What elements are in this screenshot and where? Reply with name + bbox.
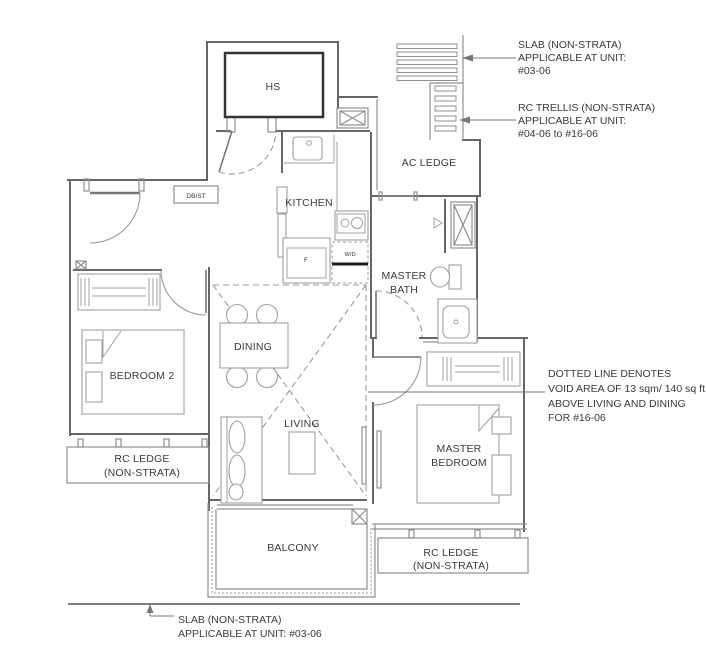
pillow: [492, 455, 511, 495]
entrance-door: [90, 193, 140, 243]
master-bath-fixtures: [431, 200, 478, 343]
bedroom2-door: [161, 270, 206, 315]
shower-icon: [434, 218, 442, 228]
anno-void-2: VOID AREA OF 13 sqm/ 140 sq ft: [548, 383, 705, 395]
label-rc-ledge-right-1: RC LEDGE: [423, 547, 479, 559]
master-bedroom-door: [373, 357, 421, 405]
bedroom2-wardrobe: [78, 274, 160, 310]
slab-trellis-hatch: [397, 35, 463, 140]
coffee-table: [289, 432, 315, 474]
anno-void-1: DOTTED LINE DENOTES: [548, 368, 672, 380]
label-bedroom2: BEDROOM 2: [109, 370, 175, 382]
anno-trellis-2: APPLICABLE AT UNIT:: [518, 115, 627, 127]
label-rc-ledge-left-1: RC LEDGE: [114, 453, 170, 465]
master-bedroom-furniture: [417, 352, 520, 503]
label-ac-ledge: AC LEDGE: [401, 157, 457, 169]
label-dining: DINING: [234, 341, 272, 353]
kitchen-sink: [293, 137, 322, 160]
label-master-bath-1: MASTER: [381, 270, 427, 282]
label-hs: HS: [265, 81, 281, 93]
label-washer-dryer: W/D: [344, 252, 356, 258]
chair: [227, 305, 248, 326]
pillow: [86, 340, 102, 363]
anno-slab-top-1: SLAB (NON-STRATA): [518, 39, 622, 51]
hob-counter: [335, 211, 368, 240]
anno-slab-top-3: #03-06: [518, 65, 551, 77]
master-bath-door: [376, 291, 422, 337]
balcony-shaft-icon: [352, 509, 367, 524]
chair: [257, 305, 278, 326]
label-living: LIVING: [284, 418, 320, 430]
wall-point-cross: [76, 261, 86, 269]
washer-dryer: [332, 242, 368, 283]
anno-slab-bottom-1: SLAB (NON-STRATA): [178, 614, 282, 626]
label-rc-ledge-right-2: (NON-STRATA): [412, 560, 490, 572]
chair: [257, 367, 278, 388]
label-kitchen: KITCHEN: [285, 197, 333, 209]
pillow: [492, 417, 511, 434]
chair: [227, 367, 248, 388]
label-rc-ledge-left-2: (NON-STRATA): [103, 467, 181, 479]
label-balcony: BALCONY: [267, 542, 319, 554]
label-master-bath-2: BATH: [389, 284, 419, 296]
sofa: [221, 417, 262, 503]
label-db-st: DB/ST: [186, 193, 206, 200]
label-master-bedroom-2: BEDROOM: [431, 457, 487, 469]
anno-slab-top-2: APPLICABLE AT UNIT:: [518, 52, 627, 64]
bath-shaft-icon: [451, 202, 475, 248]
shaft-icon: [337, 108, 368, 128]
anno-slab-bottom-2: APPLICABLE AT UNIT: #03-06: [178, 628, 322, 640]
master-wardrobe: [427, 352, 520, 386]
anno-trellis-3: #04-06 to #16-06: [518, 128, 598, 140]
toilet-icon: [431, 265, 462, 289]
anno-void-4: FOR #16-06: [548, 412, 606, 424]
label-fridge: F: [304, 257, 308, 264]
anno-trellis-1: RC TRELLIS (NON-STRATA): [518, 102, 656, 114]
pillow: [86, 372, 102, 402]
kitchen-fixtures: [277, 135, 368, 283]
basin-icon: [438, 299, 477, 343]
anno-void-3: ABOVE LIVING AND DINING: [548, 398, 686, 410]
hs-door: [219, 131, 276, 174]
label-master-bedroom-1: MASTER: [436, 443, 482, 455]
